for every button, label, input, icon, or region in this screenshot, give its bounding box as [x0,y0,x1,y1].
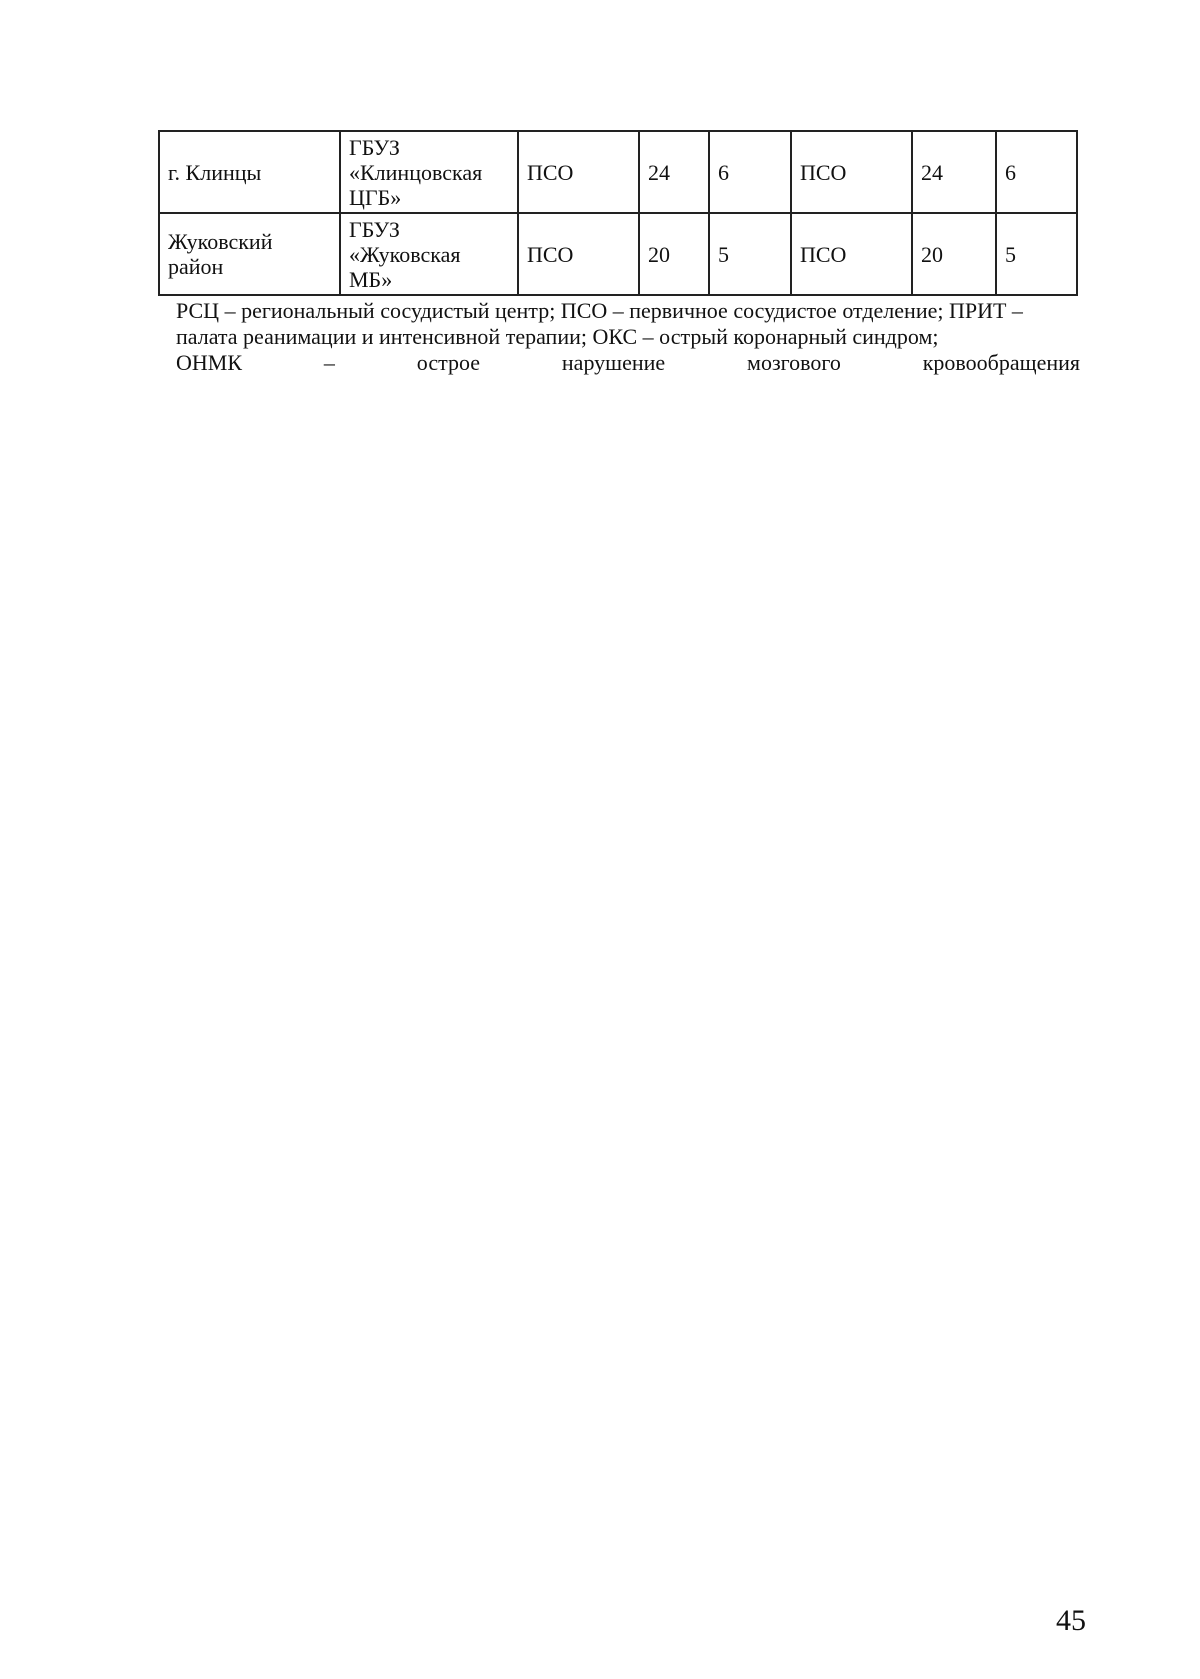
hospital-table [158,130,1078,296]
institution-line: ЦГБ» [349,184,402,210]
page-number: 45 [1056,1604,1086,1637]
district-cell: Жуковский район [159,213,340,295]
district-cell: г. Клинцы [159,131,340,213]
value-cell: 24 [639,131,709,213]
value-cell: 6 [996,131,1077,213]
type-cell: ПСО [791,213,912,295]
value-cell: 6 [709,131,791,213]
footnote-line: РСЦ – региональный сосудистый центр; ПСО – первичное сосудистое отделение; ПРИТ – [176,298,1023,323]
institution-line: МБ» [349,266,393,292]
institution-line: «Жуковская [349,241,461,267]
footnote-line: ОНМК – острое нарушение мозгового кровообращения [176,350,1080,375]
type-cell: ПСО [518,131,639,213]
value-cell: 24 [912,131,996,213]
institution-cell [340,131,518,213]
institution-cell [340,213,518,295]
value-cell: 20 [912,213,996,295]
value-cell: 20 [639,213,709,295]
type-cell: ПСО [518,213,639,295]
footnote [176,298,1080,376]
table-row [159,131,1077,213]
type-cell: ПСО [791,131,912,213]
footnote-line: палата реанимации и интенсивной терапии; ОКС – острый коронарный синдром; [176,324,939,349]
value-cell: 5 [709,213,791,295]
table-row [159,213,1077,295]
institution-line: «Клинцовская [349,159,483,185]
institution-line: ГБУЗ [349,134,400,160]
value-cell: 5 [996,213,1077,295]
institution-line: ГБУЗ [349,216,400,242]
